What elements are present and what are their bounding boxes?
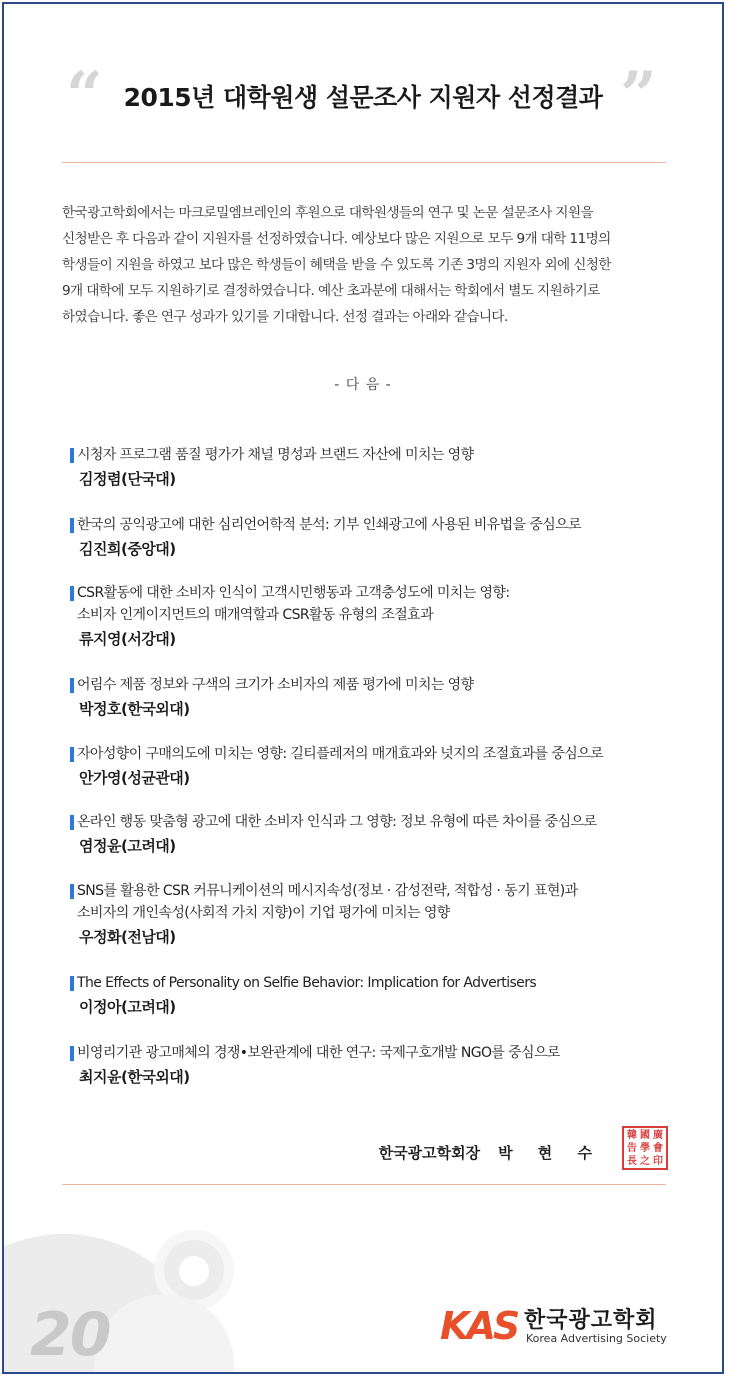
bullet-bar-icon <box>70 884 74 899</box>
entry-title <box>70 972 680 994</box>
entry-author: 안가영(성균관대) <box>79 769 190 787</box>
entry-title <box>70 582 680 626</box>
entry-title-line: SNS를 활용한 CSR 커뮤니케이션의 메시지속성(정보 · 감성전략, 적합성 · 동기 표현)과 <box>77 883 578 899</box>
list-item <box>70 811 680 857</box>
bullet-bar-icon <box>70 518 74 533</box>
bullet-bar-icon <box>70 747 74 762</box>
logo-english: Korea Advertising Society <box>526 1332 667 1345</box>
entry-title <box>70 444 680 466</box>
entry-title-line: 소비자의 개인속성(사회적 가치 지향)이 기업 평가에 미치는 영향 <box>77 905 450 921</box>
close-quote-icon: ” <box>620 58 657 133</box>
entry-title <box>70 743 680 765</box>
intro-line: 신청받은 후 다음과 같이 지원자를 선정하였습니다. 예상보다 많은 지원으로 모두 9개 대학 11명의 <box>62 231 611 247</box>
logo-korean: 한국광고학회 <box>524 1308 658 1333</box>
page-title: 2015년 대학원생 설문조사 지원자 선정결과 <box>123 83 603 112</box>
entry-author: 우정화(전남대) <box>79 928 176 946</box>
list-item <box>70 514 680 560</box>
intro-line: 한국광고학회에서는 마크로밀엠브레인의 후원으로 대학원생들의 연구 및 논문 설문조사 지원을 <box>62 205 594 221</box>
seal-stamp: 韓 國 廣 告 學 會 長 之 印 <box>622 1126 668 1170</box>
entry-title-line: 비영리기관 광고매체의 경쟁•보완관계에 대한 연구: 국제구호개발 NGO를 중심으로 <box>77 1045 560 1061</box>
list-item <box>70 1042 680 1088</box>
list-item <box>70 972 680 1018</box>
intro-line: 9개 대학에 모두 지원하기로 결정하였습니다. 예산 초과분에 대해서는 학회에서 별도 지원하기로 <box>62 283 600 299</box>
entry-title <box>70 880 680 924</box>
entry-author: 류지영(서강대) <box>79 630 176 648</box>
decorative-circle-inner <box>179 1256 209 1286</box>
entry-title-line: The Effects of Personality on Selfie Behavior: Implication for Advertisers <box>77 975 537 991</box>
bullet-bar-icon <box>70 1046 74 1061</box>
entry-title-line: CSR활동에 대한 소비자 인식이 고객시민행동과 고객충성도에 미치는 영향: <box>77 585 510 601</box>
page-number: 20 <box>30 1300 110 1370</box>
entry-author: 이정아(고려대) <box>79 998 176 1016</box>
bullet-bar-icon <box>70 976 74 991</box>
entry-title <box>70 811 680 833</box>
entry-title <box>70 674 680 696</box>
intro-paragraph <box>62 200 672 330</box>
divider-bottom <box>62 1184 666 1185</box>
list-item <box>70 743 680 789</box>
title-row <box>4 58 722 133</box>
entry-author: 김정렴(단국대) <box>79 470 176 488</box>
list-item <box>70 880 680 948</box>
entry-author: 김진희(중앙대) <box>79 540 176 558</box>
open-quote-icon: “ <box>66 58 103 133</box>
entry-title-line: 소비자 인게이지먼트의 매개역할과 CSR활동 유형의 조절효과 <box>77 607 434 623</box>
entry-title <box>70 1042 680 1064</box>
entry-title-line: 온라인 행동 맞춤형 광고에 대한 소비자 인식과 그 영향: 정보 유형에 따른 차이를 중심으로 <box>77 814 597 830</box>
center-label: - 다 음 - <box>334 377 392 393</box>
entry-title-line: 자아성향이 구매의도에 미치는 영향: 길티플레저의 매개효과와 넛지의 조절효과를 중심으로 <box>77 746 604 762</box>
signature-role: 한국광고학회장 <box>378 1144 481 1162</box>
list-item <box>70 582 680 650</box>
bullet-bar-icon <box>70 448 74 463</box>
bullet-bar-icon <box>70 586 74 601</box>
entry-author: 박정호(한국외대) <box>79 700 190 718</box>
entry-title <box>70 514 680 536</box>
logo-mark: KAS <box>440 1304 518 1348</box>
signature-name: 박 현 수 <box>498 1144 602 1162</box>
entry-author: 염정윤(고려대) <box>79 837 176 855</box>
intro-line: 학생들이 지원을 하였고 보다 많은 학생들이 혜택을 받을 수 있도록 기존 3명의 지원자 외에 신청한 <box>62 257 611 273</box>
divider-top <box>62 162 666 163</box>
entry-title-line: 시청자 프로그램 품질 평가가 채널 명성과 브랜드 자산에 미치는 영향 <box>77 447 474 463</box>
page-frame <box>2 2 724 1374</box>
bullet-bar-icon <box>70 678 74 693</box>
list-item <box>70 674 680 720</box>
list-item <box>70 444 680 490</box>
entry-title-line: 한국의 공익광고에 대한 심리언어학적 분석: 기부 인쇄광고에 사용된 비유법을 중심으로 <box>77 517 582 533</box>
bullet-bar-icon <box>70 815 74 830</box>
entry-author: 최지윤(한국외대) <box>79 1068 190 1086</box>
intro-line: 하였습니다. 좋은 연구 성과가 있기를 기대합니다. 선정 결과는 아래와 같습니다. <box>62 309 508 325</box>
kas-logo <box>440 1304 680 1348</box>
entry-title-line: 어림수 제품 정보와 구색의 크기가 소비자의 제품 평가에 미치는 영향 <box>77 677 474 693</box>
signature <box>379 1142 602 1163</box>
